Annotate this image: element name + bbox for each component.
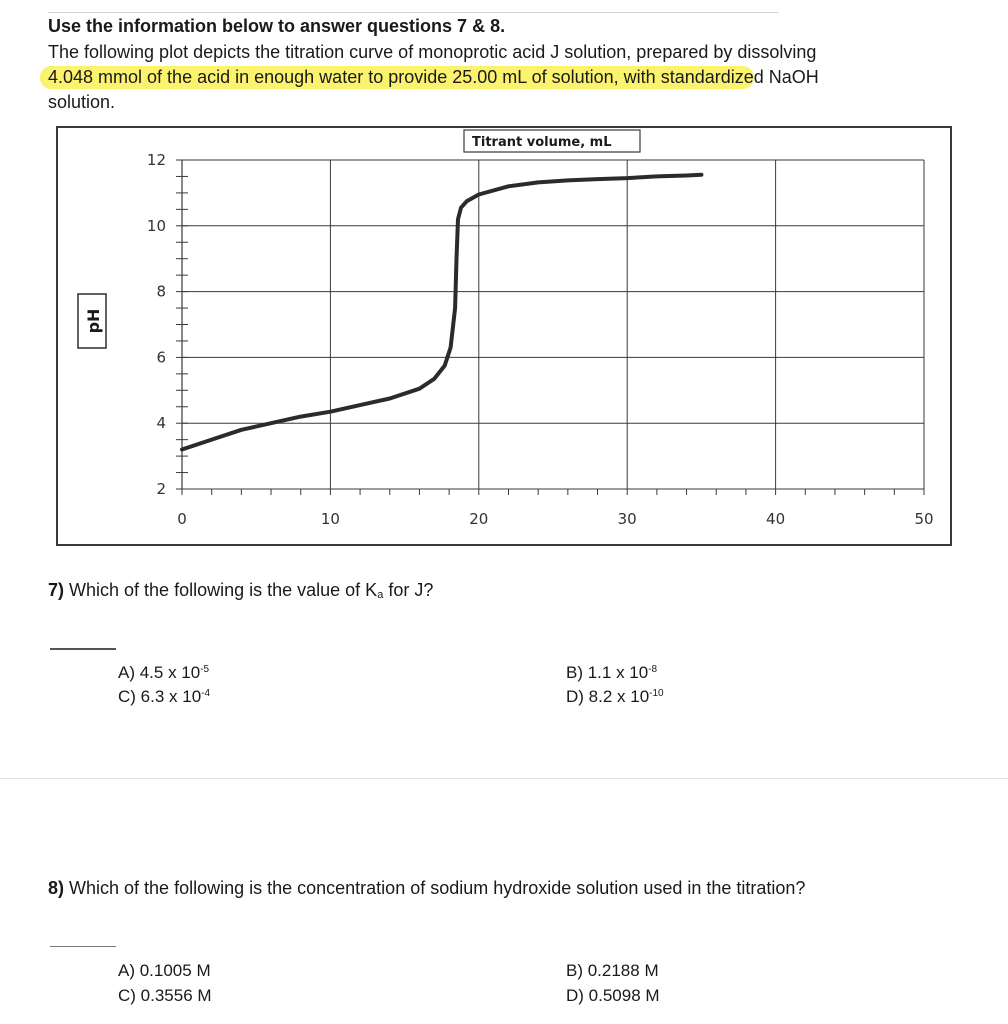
intro-line-2-rest: d NaOH	[753, 67, 819, 87]
y-axis-label: pH	[84, 308, 103, 334]
y-tick-label-8: 8	[156, 282, 166, 301]
intro-line-3: solution.	[48, 92, 116, 112]
intro-line-1: The following plot depicts the titration curve of monoprotic acid J solution, prepared by dissolving	[48, 42, 817, 62]
question-8	[48, 876, 805, 900]
y-axis-label-box	[78, 294, 106, 348]
x-tick-label-20: 20	[469, 510, 489, 528]
y-tick-label-2: 2	[156, 480, 166, 498]
question-8-text: Which of the following is the concentration of sodium hydroxide solution used in the titration?	[64, 878, 806, 898]
grid-layer	[182, 160, 924, 489]
q7-choice-b-exponent: -8	[648, 664, 658, 675]
top-rule	[48, 12, 778, 13]
question-7-subscript: a	[377, 589, 384, 601]
x-tick-label-40: 40	[766, 510, 786, 528]
q7-choice-d[interactable]	[566, 686, 664, 708]
answer-blank-7[interactable]	[50, 648, 116, 650]
q7-choice-d-label: D) 8.2 x 10	[566, 687, 650, 706]
question-7-number: 7)	[48, 580, 65, 600]
q7-choice-a-exponent: -5	[200, 664, 210, 675]
q7-choice-a-label: A) 4.5 x 10	[118, 663, 201, 682]
x-tick-label-50: 50	[914, 510, 934, 528]
q7-choice-c-label: C) 6.3 x 10	[118, 687, 202, 706]
titration-chart	[56, 126, 952, 546]
series-layer	[182, 175, 701, 450]
question-8-number: 8)	[48, 878, 65, 898]
x-tick-label-30: 30	[617, 510, 637, 528]
label-layer	[147, 151, 934, 528]
x-tick-label-0: 0	[177, 510, 187, 528]
section-divider	[0, 778, 1008, 779]
question-7-text-end: for J?	[383, 580, 434, 600]
chart-title: Titrant volume, mL	[472, 135, 612, 150]
intro-line-2	[48, 65, 819, 90]
y-tick-label-4: 4	[156, 414, 166, 433]
q8-choice-b[interactable]: B) 0.2188 M	[566, 961, 659, 980]
question-7-text: Which of the following is the value of K	[64, 580, 378, 600]
question-7	[48, 578, 433, 607]
q7-choice-c-exponent: -4	[201, 688, 211, 699]
intro-paragraph	[48, 40, 819, 115]
titration-chart-svg	[58, 128, 950, 544]
q7-choice-b[interactable]	[566, 662, 657, 684]
y-tick-label-12: 12	[146, 151, 166, 169]
series-line-0	[182, 175, 701, 450]
q7-choice-c[interactable]	[118, 686, 210, 708]
y-tick-label-6: 6	[156, 348, 166, 367]
q7-choice-d-exponent: -10	[649, 688, 664, 699]
answer-blank-8[interactable]	[50, 946, 116, 947]
q7-choice-a[interactable]	[118, 662, 209, 684]
q8-choice-c[interactable]: C) 0.3556 M	[118, 986, 212, 1005]
highlighted-text: 4.048 mmol of the acid in enough water to provide 25.00 mL of solution, with standardize	[40, 66, 754, 89]
y-tick-label-10: 10	[146, 216, 166, 235]
q8-choice-a[interactable]: A) 0.1005 M	[118, 961, 211, 980]
section-heading: Use the information below to answer questions 7 & 8.	[48, 16, 506, 36]
q8-choice-d[interactable]: D) 0.5098 M	[566, 986, 660, 1005]
x-tick-label-10: 10	[320, 510, 340, 528]
tick-layer	[176, 160, 924, 495]
q7-choice-b-label: B) 1.1 x 10	[566, 663, 649, 682]
chart-title-box	[464, 130, 640, 152]
